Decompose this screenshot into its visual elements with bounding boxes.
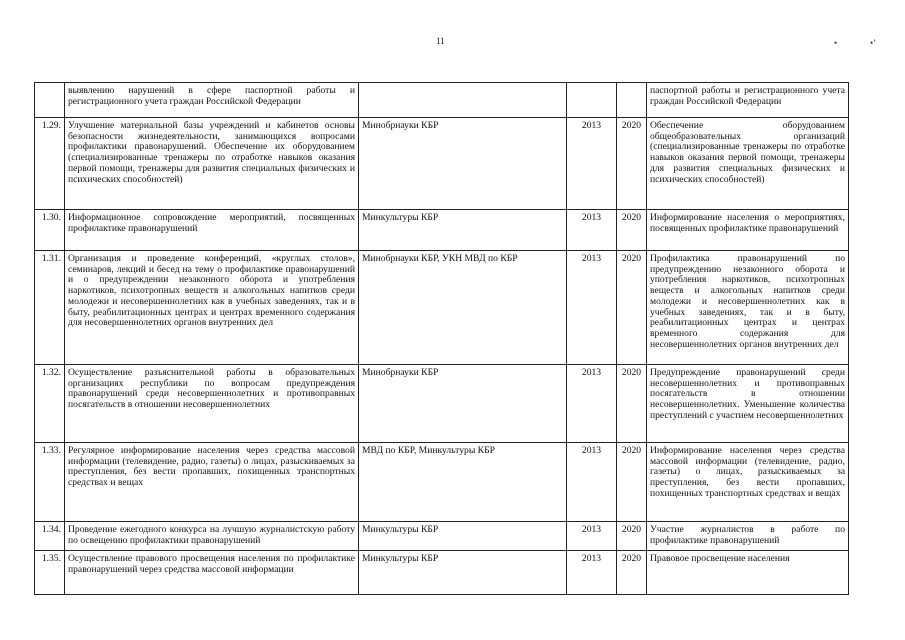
measure-description: Осуществление разъяснительной работы в образовательных организациях республики по вопросам предупреждения правонарушений среди несовершеннолетних и противоправных посягательств в отношении несовершеннолетних xyxy=(65,365,359,443)
expected-result: Информирование населения через средства массовой информации (телевидение, радио, газеты) о лицах, разыскиваемых за преступления, без вести пропавших, похищенных транспортных средствах и вещах xyxy=(647,443,849,522)
expected-result: Правовое просвещение населения xyxy=(647,551,849,595)
page-number: 11 xyxy=(436,36,445,46)
table-row xyxy=(35,365,849,443)
expected-result: Участие журналистов в работе по профилактике правонарушений xyxy=(647,522,849,551)
table-row xyxy=(35,551,849,595)
start-year: 2013 xyxy=(567,551,617,595)
end-year: 2020 xyxy=(617,551,647,595)
row-number: 1.33. xyxy=(35,443,65,522)
table-row xyxy=(35,522,849,551)
table-row xyxy=(35,443,849,522)
expected-result: Профилактика правонарушений по предупреждению незаконного оборота и употребления наркотиков, психотропных веществ и алкогольных напитков среди молодежи и несовершеннолетних как в учебных заведениях, так и в быту, реабилитационных центрах и центрах временного содержания для несовершеннолетних органов внутренних дел xyxy=(647,251,849,365)
table-row xyxy=(35,251,849,365)
row-number xyxy=(35,83,65,118)
end-year: 2020 xyxy=(617,522,647,551)
end-year xyxy=(617,83,647,118)
end-year: 2020 xyxy=(617,443,647,522)
executors xyxy=(359,83,567,118)
start-year: 2013 xyxy=(567,443,617,522)
executors: Минобрнауки КБР xyxy=(359,118,567,210)
expected-result: Обеспечение оборудованием общеобразовательных организаций (специализированные тренажеры по отработке навыков оказания первой помощи, тренажеры для развития специальных физических и психических способностей) xyxy=(647,118,849,210)
executors: Минобрнауки КБР, УКН МВД по КБР xyxy=(359,251,567,365)
measure-description: Улучшение материальной базы учреждений и кабинетов основы безопасности жизнедеятельности, занимающихся вопросами профилактики правонарушений. Обеспечение их оборудованием (специализированные тренажеры по отработке навыков оказания первой помощи, тренажеры для развития специальных физических и психических способностей) xyxy=(65,118,359,210)
expected-result: Предупреждение правонарушений среди несовершеннолетних и противоправных посягательств в отношении несовершеннолетних. Уменьшение количества преступлений с участием несовершеннолетних xyxy=(647,365,849,443)
measures-table xyxy=(34,82,849,595)
row-number: 1.31. xyxy=(35,251,65,365)
measure-description: Организация и проведение конференций, «круглых столов», семинаров, лекций и бесед на тему о профилактике правонарушений и о предупреждении незаконного оборота и употребления наркотиков, психотропных веществ и алкогольных напитков среди молодежи и несовершеннолетних как в учебных заведениях, так и в быту, реабилитационных центрах и центрах временного содержания для несовершеннолетних органов внутренних дел xyxy=(65,251,359,365)
end-year: 2020 xyxy=(617,210,647,251)
table-row xyxy=(35,83,849,118)
executors: Минкультуры КБР xyxy=(359,210,567,251)
row-number: 1.30. xyxy=(35,210,65,251)
executors: Минобрнауки КБР xyxy=(359,365,567,443)
expected-result: Информирование населения о мероприятиях, посвященных профилактике правонарушений xyxy=(647,210,849,251)
executors: Минкультуры КБР xyxy=(359,522,567,551)
start-year: 2013 xyxy=(567,522,617,551)
scan-speck: • xyxy=(834,38,838,48)
row-number: 1.34. xyxy=(35,522,65,551)
executors: МВД по КБР, Минкультуры КБР xyxy=(359,443,567,522)
row-number: 1.32. xyxy=(35,365,65,443)
end-year: 2020 xyxy=(617,365,647,443)
measure-description: Осуществление правового просвещения населения по профилактике правонарушений через средства массовой информации xyxy=(65,551,359,595)
measure-description: Проведение ежегодного конкурса на лучшую журналистскую работу по освещению профилактики правонарушений xyxy=(65,522,359,551)
start-year: 2013 xyxy=(567,210,617,251)
start-year xyxy=(567,83,617,118)
row-number: 1.29. xyxy=(35,118,65,210)
start-year: 2013 xyxy=(567,118,617,210)
scan-speck: •ʼ xyxy=(870,38,877,48)
measure-description: выявлению нарушений в сфере паспортной работы и регистрационного учета граждан Российской Федерации xyxy=(65,83,359,118)
measure-description: Информационное сопровождение мероприятий, посвященных профилактике правонарушений xyxy=(65,210,359,251)
measure-description: Регулярное информирование населения через средства массовой информации (телевидение, радио, газеты) о лицах, разыскиваемых за преступления, без вести пропавших, похищенных транспортных средствах и вещах xyxy=(65,443,359,522)
table-row xyxy=(35,210,849,251)
expected-result: паспортной работы и регистрационного учета граждан Российской Федерации xyxy=(647,83,849,118)
executors: Минкультуры КБР xyxy=(359,551,567,595)
end-year: 2020 xyxy=(617,118,647,210)
start-year: 2013 xyxy=(567,365,617,443)
table-row xyxy=(35,118,849,210)
row-number: 1.35. xyxy=(35,551,65,595)
start-year: 2013 xyxy=(567,251,617,365)
end-year: 2020 xyxy=(617,251,647,365)
